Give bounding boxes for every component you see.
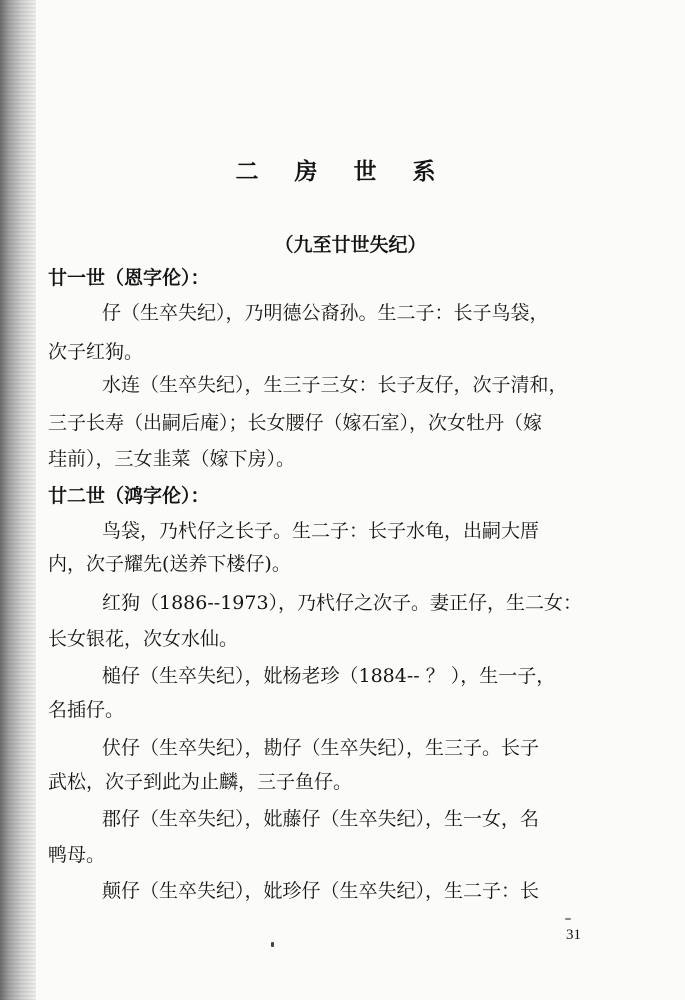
text-line: 鸟袋，乃杙仔之长子。生二子：长子水龟，出嗣大厝 <box>102 520 540 542</box>
page-title: 二 房 世 系 <box>235 158 450 185</box>
text-line: 内，次子耀先(送养下楼仔)。 <box>48 553 291 575</box>
generation-heading: 廿二世（鸿字伦）： <box>48 485 210 507</box>
text-line: 伏仔（生卒失纪），勘仔（生卒失纪），生三子。长子 <box>102 737 540 759</box>
text-line: 鸭母。 <box>48 844 106 866</box>
text-line: 次子红狗。 <box>48 341 144 363</box>
text-line: 名插仔。 <box>48 699 125 721</box>
text-line: 珪前），三女韭菜（嫁下房）。 <box>48 448 296 470</box>
text-line: 槌仔（生卒失纪），妣杨老珍（1884-- ？ ），生一子， <box>102 665 556 687</box>
text-line: 水连（生卒失纪），生三子三女：长子友仔，次子清和， <box>102 374 568 396</box>
page-number: 31 <box>566 927 581 943</box>
scan-speck <box>565 918 571 920</box>
text-line: 三子长寿（出嗣后庵）；长女腰仔（嫁石室），次女牡丹（嫁 <box>48 412 543 434</box>
text-line: 武松，次子到此为止麟，三子鱼仔。 <box>48 771 353 793</box>
text-line: 颠仔（生卒失纪），妣珍仔（生卒失纪），生二子：长 <box>102 880 540 902</box>
text-line: 郡仔（生卒失纪），妣藤仔（生卒失纪），生一女，名 <box>102 808 540 830</box>
text-line: 长女银花，次女水仙。 <box>48 628 239 650</box>
scan-speck <box>271 942 274 947</box>
generation-heading: 廿一世（恩字伦）： <box>48 267 210 289</box>
text-line: 仔（生卒失纪），乃明德公裔孙。生二子：长子鸟袋， <box>102 302 549 324</box>
text-line: 红狗（1886--1973），乃杙仔之次子。妻正仔，生二女： <box>102 592 583 614</box>
page-subtitle: （九至廿世失纪） <box>274 234 427 256</box>
scan-edge-shadow <box>0 0 36 1000</box>
